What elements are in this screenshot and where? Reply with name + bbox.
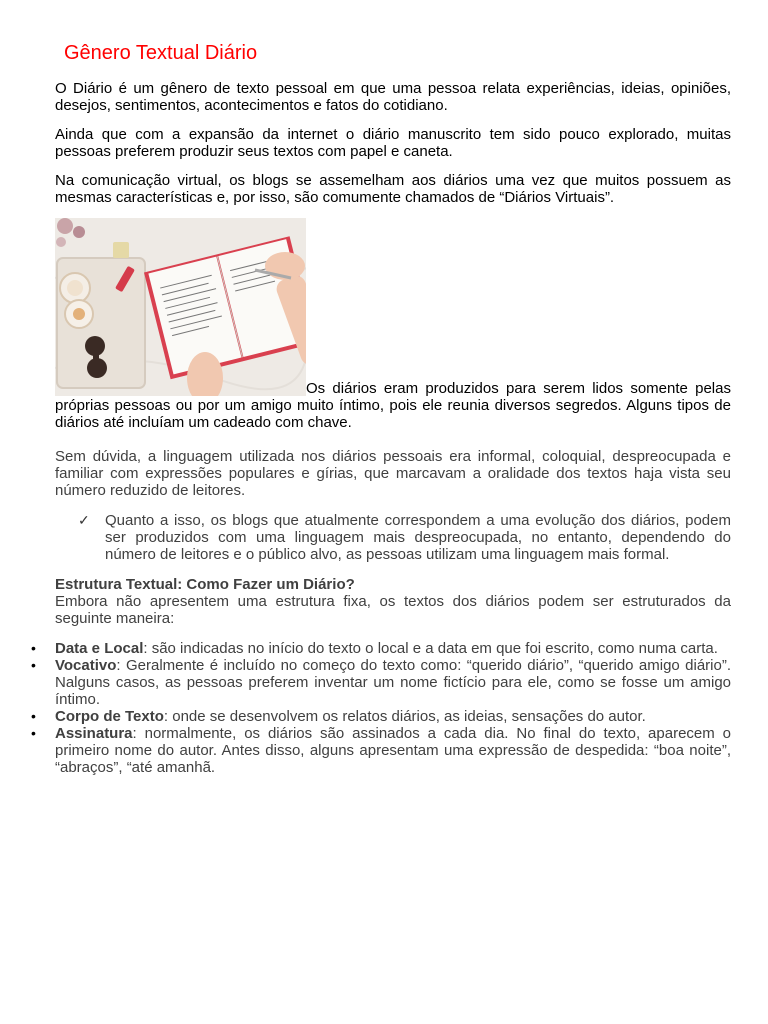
check-item-text: Quanto a isso, os blogs que atualmente correspondem a uma evolução dos diários, podem ser produzidos com uma linguagem mais despreocupada, no entanto, dependendo do número de leitores e o público alvo, as pessoas utilizam uma linguagem mais formal. (105, 512, 731, 563)
paragraph-intro: O Diário é um gênero de texto pessoal em que uma pessoa relata experiências, ideias, opiniões, desejos, sentimentos, acontecimentos e fatos do cotidiano. (55, 80, 731, 114)
list-item (31, 708, 731, 725)
list-item (31, 640, 731, 657)
bullet-icon: • (31, 725, 36, 741)
page-title: Gênero Textual Diário (64, 42, 258, 64)
section-intro: Embora não apresentem uma estrutura fixa, os textos dos diários podem ser estruturados da seguinte maneira: (55, 593, 731, 627)
bullet-icon: • (31, 640, 36, 656)
list-item-term: Corpo de Texto (55, 708, 164, 725)
list-item (31, 725, 731, 776)
list-item-text: : normalmente, os diários são assinados a cada dia. No final do texto, aparecem o primeiro nome do autor. Antes disso, alguns apresentam uma expressão de despedida: “boa noite”, “abraços”, “até amanhã. (55, 725, 731, 776)
paragraph-image-text: Os diários eram produzidos para serem lidos somente pelas próprias pessoas ou por um amigo muito íntimo, pois ele reunia diversos segredos. Alguns tipos de diários até incluíam um cadeado com chave. (55, 380, 731, 431)
section-heading: Estrutura Textual: Como Fazer um Diário? (55, 576, 355, 593)
check-icon: ✓ (78, 512, 90, 528)
diary-photo-illustration (55, 218, 306, 396)
paragraph-blogs: Na comunicação virtual, os blogs se assemelham aos diários uma vez que muitos possuem as mesmas características e, por isso, são comumente chamados de “Diários Virtuais”. (55, 172, 731, 206)
check-list-item (78, 512, 731, 563)
bullet-icon: • (31, 708, 36, 724)
list-item (31, 657, 731, 708)
list-item-term: Data e Local (55, 640, 144, 657)
list-item-text: : onde se desenvolvem os relatos diários, as ideias, sensações do autor. (163, 708, 646, 725)
paragraph-internet: Ainda que com a expansão da internet o diário manuscrito tem sido pouco explorado, muitas pessoas preferem produzir seus textos com papel e caneta. (55, 126, 731, 160)
list-item-text: : são indicadas no início do texto o local e a data em que foi escrito, como numa carta. (143, 640, 718, 657)
structure-list (31, 640, 731, 776)
bullet-icon: • (31, 657, 36, 673)
structure-section (55, 576, 731, 627)
list-item-term: Vocativo (55, 657, 117, 674)
diary-photo (55, 218, 306, 396)
paragraph-language: Sem dúvida, a linguagem utilizada nos diários pessoais era informal, coloquial, despreocupada e familiar com expressões populares e gírias, que marcavam a oralidade dos textos haja vista seu número reduzido de leitores. (55, 448, 731, 499)
list-item-term: Assinatura (55, 725, 133, 742)
list-item-text: : Geralmente é incluído no começo do texto como: “querido diário”, “querido amigo diário”. Nalguns casos, as pessoas preferem inventar um nome fictício para ele, como se fosse um amigo íntimo. (55, 657, 731, 708)
